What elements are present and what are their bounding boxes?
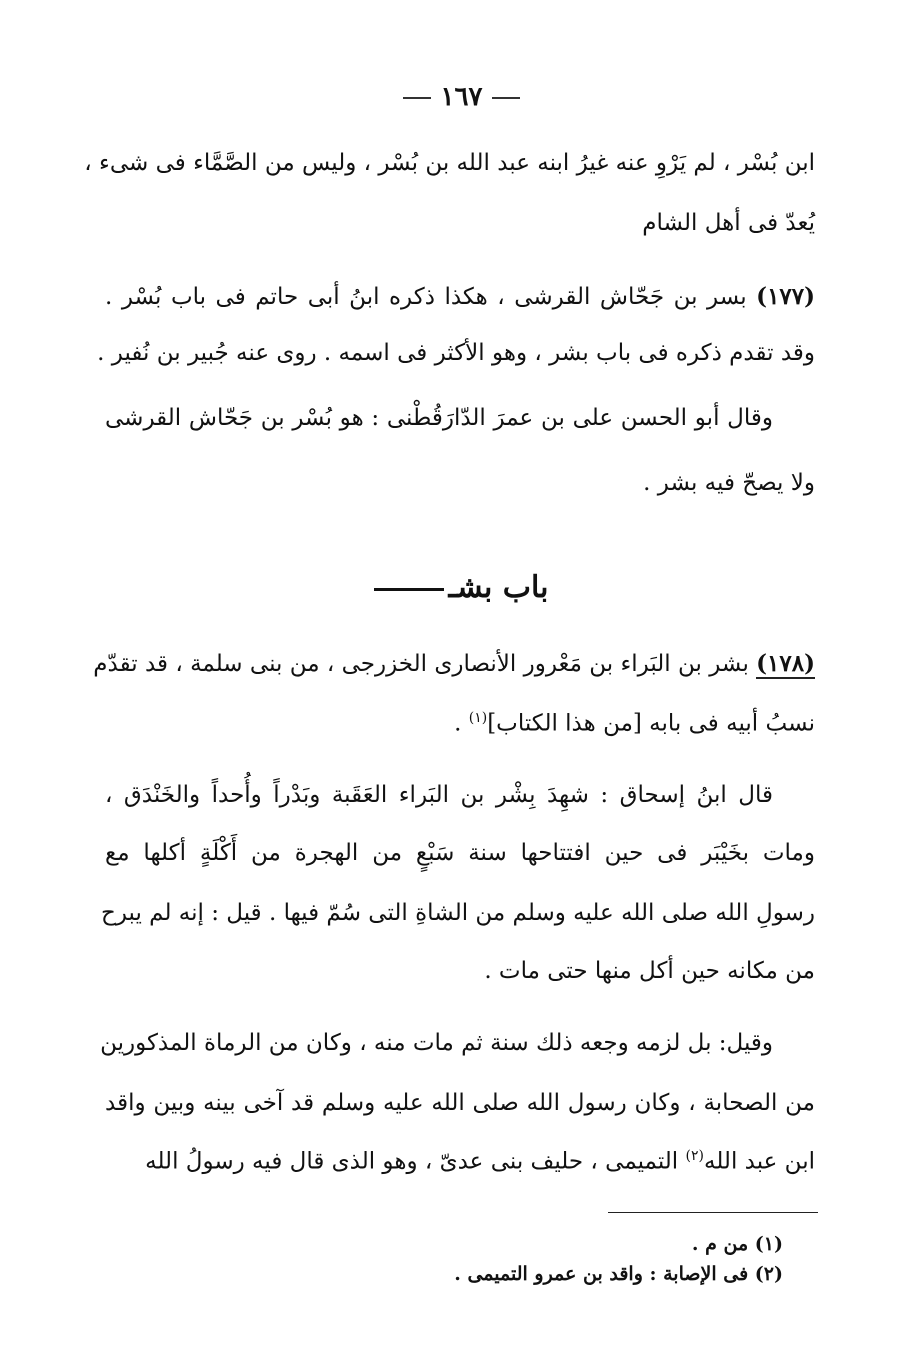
page-number-text: ١٦٧: [440, 82, 483, 112]
paragraph-6-line-1: وقيل: بل لزمه وجعه ذلك سنة ثم مات منه ، وكان من الرماة المذكورين: [100, 1030, 773, 1056]
dash-right: [492, 97, 520, 99]
footnote-ref-2: (٢): [685, 1148, 704, 1164]
entry-177-text: بسر بن جَحّاش القرشى ، هكذا ذكره ابنُ أبى حاتم فى باب بُسْر .: [105, 284, 747, 310]
paragraph-3-line-2: ولا يصحّ فيه بشر .: [643, 470, 815, 496]
section-heading: [0, 570, 923, 605]
dash-left: [403, 97, 431, 99]
section-heading-text: باب بشـ: [448, 570, 549, 605]
paragraph-6-line-3: [105, 1148, 815, 1176]
entry-178-line-2-end: .: [454, 710, 469, 737]
paragraph-1-line-2: يُعدّ فى أهل الشام: [642, 210, 815, 236]
paragraph-1-line-1: ابن بُسْر ، لم يَرْوِ عنه غيرُ ابنه عبد الله بن بُسْر ، وليس من الصَّمَّاء فى شىء ،: [84, 150, 815, 176]
footnote-1: (١) من م .: [691, 1233, 783, 1255]
paragraph-6-line-3-end: التميمى ، حليف بنى عدىّ ، وهو الذى قال فيه رسولُ الله: [145, 1148, 686, 1175]
entry-178-line-1: [93, 650, 815, 679]
paragraph-5-line-2: ومات بخَيْبَر فى حين افتتاحها سنة سَبْعٍ من الهجرة من أَكْلَةٍ أكلها مع: [105, 840, 815, 866]
paragraph-6-line-3-start: ابن عبد الله: [703, 1148, 815, 1175]
paragraph-5-line-4: من مكانه حين أكل منها حتى مات .: [484, 958, 815, 984]
paragraph-5-line-1: قال ابنُ إسحاق : شهِدَ بِشْر بن البَراء العَقَبة وبَدْراً وأُحداً والخَنْدَق ،: [105, 782, 773, 808]
paragraph-6-line-2: من الصحابة ، وكان رسول الله صلى الله عليه وسلم قد آخى بينه وبين واقد: [105, 1090, 815, 1116]
entry-178-text: بشر بن البَراء بن مَعْرور الأنصارى الخزرجى ، من بنى سلمة ، قد تقدّم: [93, 651, 749, 677]
entry-178-line-2-text: نسبُ أبيه فى بابه [من هذا الكتاب]: [487, 710, 815, 737]
footnote-ref-1: (١): [468, 710, 488, 726]
entry-177-line-1: [105, 283, 815, 312]
entry-177-line-2: وقد تقدم ذكره فى باب بشر ، وهو الأكثر فى اسمه . روى عنه جُبير بن نُفير .: [97, 340, 815, 366]
footnote-2: (٢) فى الإصابة : واقد بن عمرو التميمى .: [454, 1263, 783, 1285]
entry-178-line-2: [105, 710, 815, 738]
paragraph-5-line-3: رسولِ الله صلى الله عليه وسلم من الشاةِ التى سُمّ فيها . قيل : إنه لم يبرح: [100, 900, 815, 926]
page-number: [0, 82, 923, 112]
paragraph-3-line-1: وقال أبو الحسن على بن عمرَ الدّارَقُطْنى : هو بُسْر بن جَحّاش القرشى: [105, 405, 773, 431]
heading-tail-stroke: [374, 588, 444, 591]
entry-number-178: (١٧٨): [756, 650, 815, 677]
footnote-divider: [608, 1212, 818, 1213]
entry-number-177: (١٧٧): [756, 283, 816, 310]
